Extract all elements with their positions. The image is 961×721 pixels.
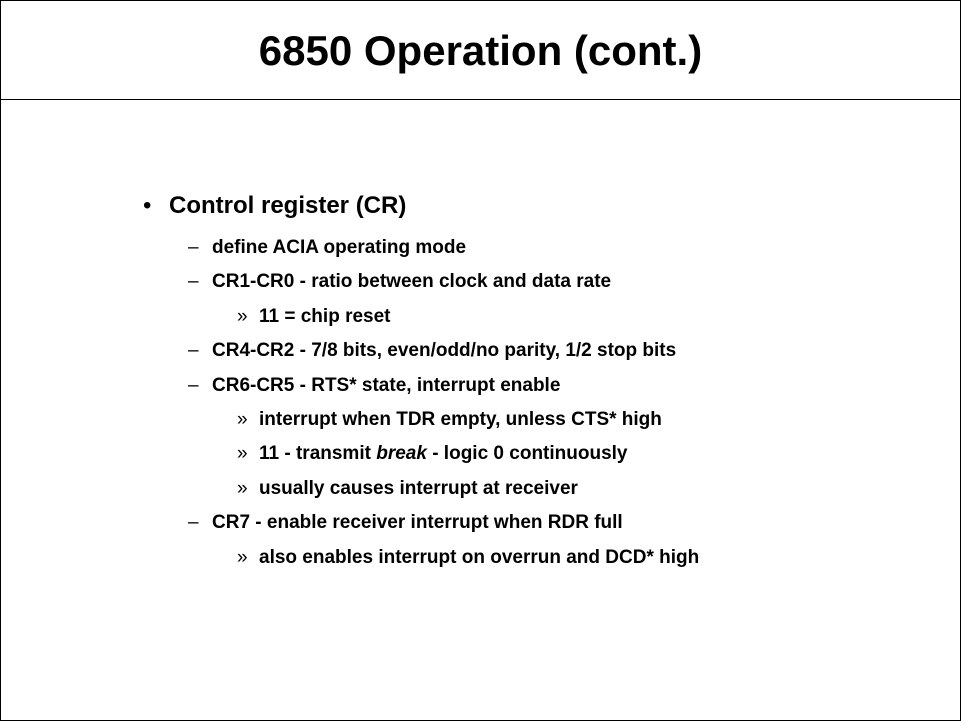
sub-sub-bullet xyxy=(237,479,578,498)
sub-bullet xyxy=(188,513,623,532)
sub-bullet-text: define ACIA operating mode xyxy=(212,237,467,258)
italic-break-text: break xyxy=(376,443,427,464)
raquo-marker: » xyxy=(237,306,248,327)
title-bar xyxy=(1,1,960,100)
bullet-marker: • xyxy=(143,192,152,219)
slide-title: 6850 Operation (cont.) xyxy=(258,27,703,74)
sub-bullet xyxy=(188,376,560,395)
dash-marker: – xyxy=(188,375,199,396)
slide-content xyxy=(1,100,960,720)
dash-marker: – xyxy=(188,340,199,361)
sub-sub-bullet-text: usually causes interrupt at receiver xyxy=(259,478,578,499)
dash-marker: – xyxy=(188,271,199,292)
sub-bullet-text: CR6-CR5 - RTS* state, interrupt enable xyxy=(212,375,561,396)
raquo-marker: » xyxy=(237,547,248,568)
dash-marker: – xyxy=(188,512,199,533)
sub-sub-bullet xyxy=(237,307,391,326)
sub-bullet-text: CR4-CR2 - 7/8 bits, even/odd/no parity, 1/2 stop bits xyxy=(212,340,677,361)
raquo-marker: » xyxy=(237,478,248,499)
sub-sub-bullet xyxy=(237,548,699,567)
text-before-italic: 11 - transmit xyxy=(259,443,377,464)
raquo-marker: » xyxy=(237,443,248,464)
main-bullet xyxy=(143,192,406,220)
sub-sub-bullet-text: also enables interrupt on overrun and DCD* high xyxy=(259,547,700,568)
sub-bullet xyxy=(188,341,676,360)
sub-sub-bullet-text: interrupt when TDR empty, unless CTS* high xyxy=(259,409,662,430)
sub-bullet-text: CR1-CR0 - ratio between clock and data rate xyxy=(212,271,612,292)
sub-bullet xyxy=(188,238,466,257)
sub-sub-bullet xyxy=(237,410,662,429)
sub-sub-bullet-text: 11 = chip reset xyxy=(259,306,391,327)
sub-bullet xyxy=(188,272,611,291)
raquo-marker: » xyxy=(237,409,248,430)
text-after-italic: - logic 0 continuously xyxy=(426,443,628,464)
main-bullet-text: Control register (CR) xyxy=(169,192,407,219)
dash-marker: – xyxy=(188,237,199,258)
sub-bullet-text: CR7 - enable receiver interrupt when RDR full xyxy=(212,512,623,533)
sub-sub-bullet xyxy=(237,444,628,463)
